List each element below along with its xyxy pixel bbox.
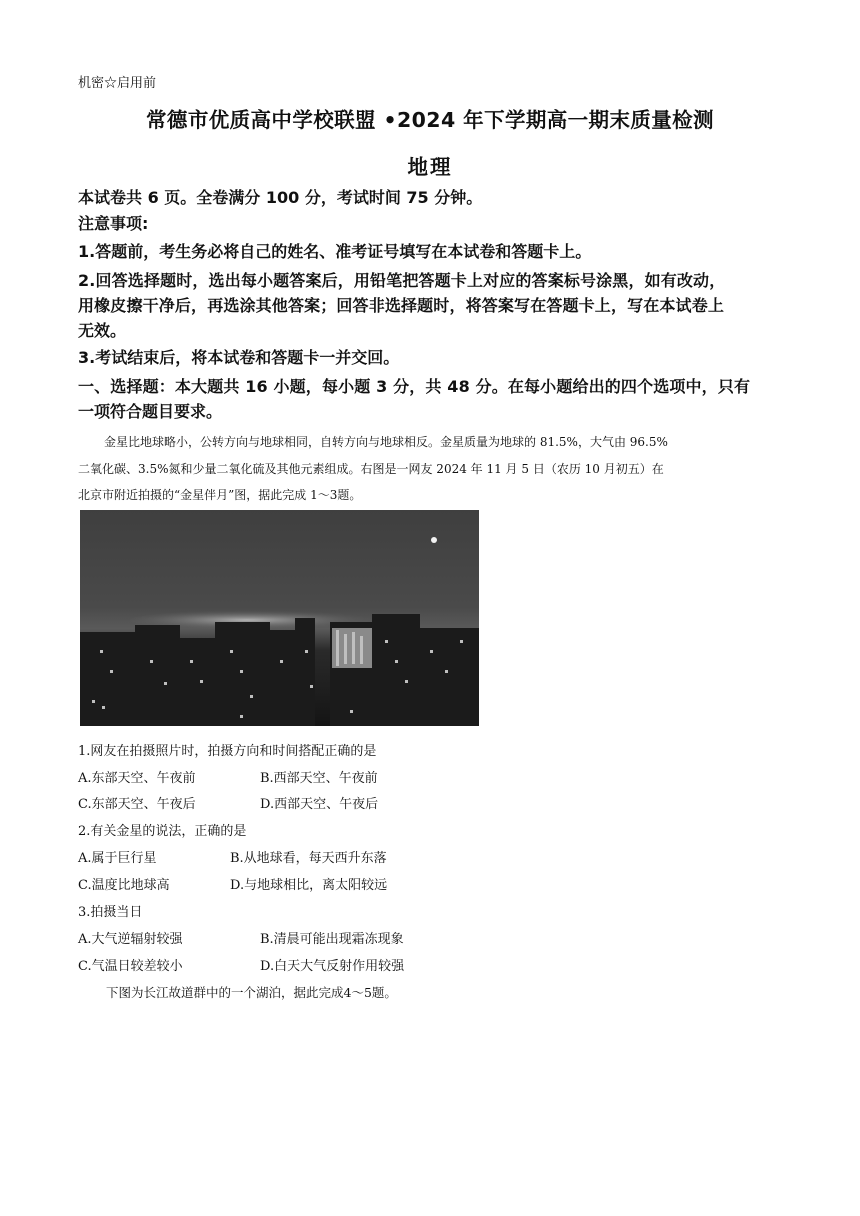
venus-moon-photo	[80, 510, 479, 726]
question-1-option-d: D.西部天空、午夜后	[260, 797, 379, 812]
note-2-line-3: 无效。	[78, 321, 127, 340]
question-1-option-c: C.东部天空、午夜后	[78, 797, 196, 812]
question-1-option-b: B.西部天空、午夜前	[260, 771, 378, 786]
passage-1-line-3: 北京市附近拍摄的“金星伴月”图，据此完成 1～3题。	[78, 488, 362, 502]
question-3-stem: 3.拍摄当日	[78, 905, 143, 920]
question-2-stem: 2.有关金星的说法，正确的是	[78, 824, 247, 839]
question-3-option-a: A.大气逆辐射较强	[78, 932, 183, 947]
question-3-option-c: C.气温日较差较小	[78, 959, 183, 974]
subject-title: 地理	[407, 155, 453, 179]
question-2-option-d: D.与地球相比，离太阳较远	[230, 878, 388, 893]
passage-1-line-1: 金星比地球略小，公转方向与地球相同，自转方向与地球相反。金星质量为地球的 81.5%，大气由 96.5%	[104, 435, 668, 449]
question-1-option-a: A.东部天空、午夜前	[78, 771, 196, 786]
note-3: 3.考试结束后，将本试卷和答题卡一并交回。	[78, 348, 400, 367]
passage-1-line-2: 二氧化碳、3.5%氮和少量二氧化硫及其他元素组成。右图是一网友 2024 年 11 月 5 日（农历 10 月初五）在	[78, 462, 664, 476]
question-2-option-c: C.温度比地球高	[78, 878, 170, 893]
section-heading-line-1: 一、选择题：本大题共 16 小题，每小题 3 分，共 48 分。在每小题给出的四个选项中，只有	[78, 377, 751, 396]
passage-2-line-1: 下图为长江故道群中的一个湖泊，据此完成4～5题。	[106, 985, 397, 1000]
question-2-option-b: B.从地球看，每天西升东落	[230, 851, 387, 866]
exam-summary: 本试卷共 6 页。全卷满分 100 分，考试时间 75 分钟。	[78, 188, 483, 207]
notes-heading: 注意事项:	[78, 214, 149, 233]
confidential-label: 机密☆启用前	[78, 76, 157, 91]
question-3-option-b: B.清晨可能出现霜冻现象	[260, 932, 404, 947]
exam-title: 常德市优质高中学校联盟 •2024 年下学期高一期末质量检测	[146, 108, 714, 132]
question-3-option-d: D.白天大气反射作用较强	[260, 959, 405, 974]
note-1: 1.答题前，考生务必将自己的姓名、准考证号填写在本试卷和答题卡上。	[78, 242, 592, 261]
venus-dot-icon	[431, 537, 437, 543]
note-2-line-1: 2.回答选择题时，选出每小题答案后，用铅笔把答题卡上对应的答案标号涂黑，如有改动，	[78, 271, 726, 290]
note-2-line-2: 用橡皮擦干净后，再选涂其他答案；回答非选择题时，将答案写在答题卡上，写在本试卷上	[78, 296, 725, 315]
question-1-stem: 1.网友在拍摄照片时，拍摄方向和时间搭配正确的是	[78, 744, 377, 759]
section-heading-line-2: 一项符合题目要求。	[78, 402, 223, 421]
question-2-option-a: A.属于巨行星	[78, 851, 157, 866]
